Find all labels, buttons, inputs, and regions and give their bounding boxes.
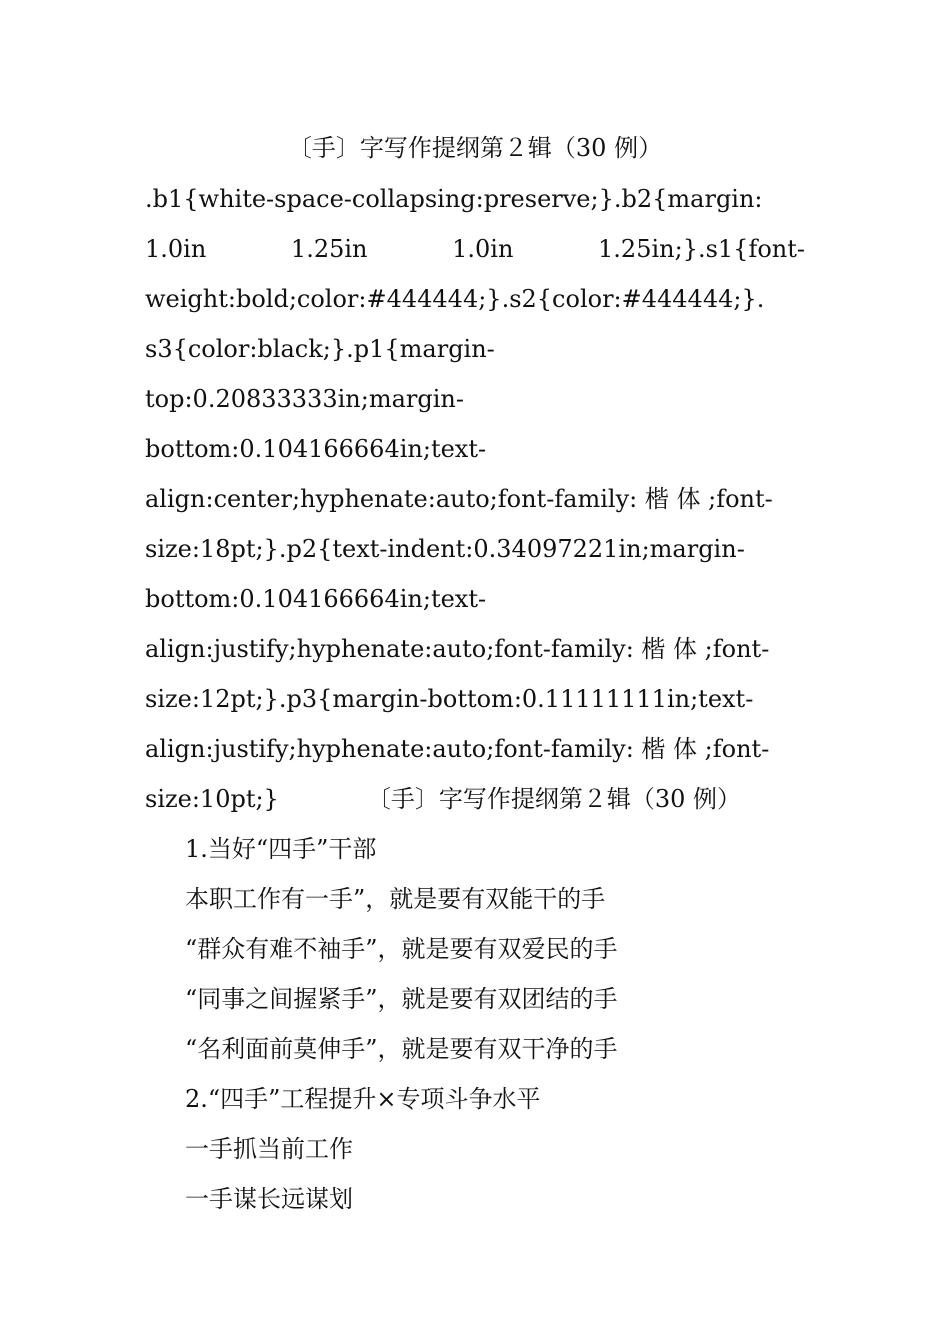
css-text-line: size:18pt;}.p2{text-indent:0.34097221in;margin- xyxy=(145,535,745,563)
document-title: 〔手〕字写作提纲第２辑（30 例） xyxy=(287,134,663,162)
margin-value: 1.25in;}.s1{font- xyxy=(598,235,805,263)
list-item: 一手抓当前工作 xyxy=(185,1135,353,1163)
css-text-line: bottom:0.104166664in;text- xyxy=(145,435,487,463)
css-text-line: align:center;hyphenate:auto;font-family: 楷 体 ;font- xyxy=(145,485,773,513)
css-text-end: size:10pt;} xyxy=(145,785,279,813)
repeated-title: 〔手〕字写作提纲第２辑（30 例） xyxy=(366,785,741,813)
css-text-line: align:justify;hyphenate:auto;font-family: 楷 体 ;font- xyxy=(145,635,770,663)
list-item: “名利面前莫伸手”，就是要有双干净的手 xyxy=(185,1035,618,1063)
list-item: 2.“四手”工程提升×专项斗争水平 xyxy=(185,1085,541,1113)
margin-value: 1.0in xyxy=(452,235,514,263)
list-item: “群众有难不袖手”，就是要有双爱民的手 xyxy=(185,935,618,963)
css-text-line: s3{color:black;}.p1{margin- xyxy=(145,335,495,363)
css-text-line: weight:bold;color:#444444;}.s2{color:#444444;}. xyxy=(145,285,765,313)
css-text-line: top:0.20833333in;margin- xyxy=(145,385,464,413)
css-text-line: bottom:0.104166664in;text- xyxy=(145,585,487,613)
css-title-line xyxy=(145,781,805,817)
margin-value: 1.25in xyxy=(290,235,368,263)
list-item: “同事之间握紧手”，就是要有双团结的手 xyxy=(185,985,618,1013)
list-item: 本职工作有一手”，就是要有双能干的手 xyxy=(185,885,606,913)
list-item: 1.当好“四手”干部 xyxy=(185,835,377,863)
list-item: 一手谋长远谋划 xyxy=(185,1185,353,1213)
css-text-line: .b1{white-space-collapsing:preserve;}.b2{margin: xyxy=(145,185,763,213)
margin-value: 1.0in xyxy=(145,235,207,263)
css-text-line: size:12pt;}.p3{margin-bottom:0.11111111in;text- xyxy=(145,685,754,713)
css-text-line: align:justify;hyphenate:auto;font-family: 楷 体 ;font- xyxy=(145,735,770,763)
css-margin-line xyxy=(145,231,805,267)
